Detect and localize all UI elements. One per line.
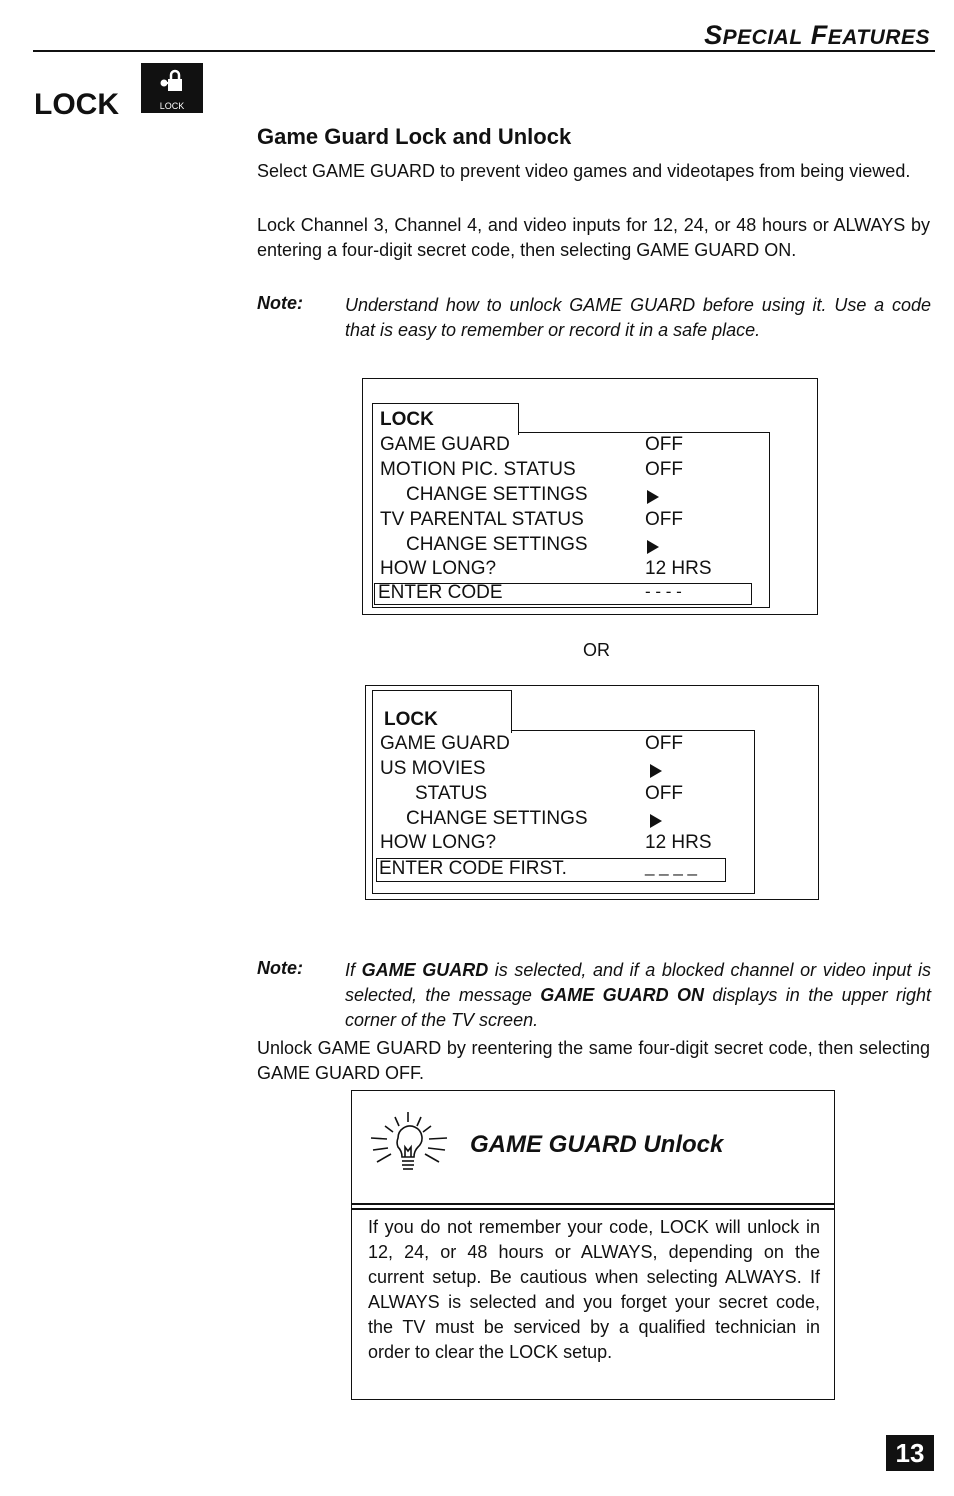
menu-2-row-status: STATUS bbox=[415, 783, 488, 804]
tip-divider-bottom bbox=[351, 1208, 835, 1210]
arrow-right-icon bbox=[647, 538, 659, 556]
intro-paragraph-1: Select GAME GUARD to prevent video games and videotapes from being viewed. bbox=[257, 161, 911, 181]
menu-1-row-how-long: HOW LONG? bbox=[380, 558, 497, 579]
menu-1-row-tv-parental-status: TV PARENTAL STATUS bbox=[380, 509, 584, 530]
menu-2-row-us-movies: US MOVIES bbox=[380, 758, 486, 779]
header-section-title bbox=[704, 20, 930, 51]
header-rule bbox=[33, 50, 935, 52]
note-2-text-part-3: displays in the upper right corner of the TV screen. bbox=[345, 985, 932, 1030]
menu-1-value-tv-parental-status: OFF bbox=[645, 509, 683, 530]
or-text: OR bbox=[583, 640, 610, 660]
tip-text: If you do not remember your code, LOCK will unlock in 12, 24, or 48 hours or ALWAYS, depending on the current setup. Be cautious when selecting ALWAYS. If ALWAYS is selected and you forget your secret code, the TV must be serviced by a qualified technician in order to clear the LOCK setup. bbox=[368, 1217, 820, 1362]
header-cap-s: S bbox=[704, 20, 723, 50]
note-2-text bbox=[345, 958, 931, 1033]
menu-2-value-status: OFF bbox=[645, 783, 683, 804]
note-text: Understand how to unlock GAME GUARD before using it. Use a code that is easy to remember or record it in a safe place. bbox=[345, 295, 931, 340]
light-bulb-icon bbox=[365, 1108, 455, 1188]
header-rest-features: EATURES bbox=[827, 26, 930, 49]
menu-1-row-game-guard: GAME GUARD bbox=[380, 434, 510, 455]
menu-2-row-how-long: HOW LONG? bbox=[380, 832, 497, 853]
menu-2-enter-code-label: ENTER CODE FIRST. bbox=[379, 858, 567, 879]
menu-1-row-motion-pic-status: MOTION PIC. STATUS bbox=[380, 459, 576, 480]
tip-divider-top bbox=[351, 1203, 835, 1205]
menu-1-enter-code-value: - - - - bbox=[645, 582, 682, 601]
page-number: 13 bbox=[886, 1435, 934, 1471]
menu-2-title: LOCK bbox=[384, 709, 438, 730]
intro-paragraph-2: Lock Channel 3, Channel 4, and video inputs for 12, 24, or 48 hours or ALWAYS by entering a four-digit secret code, then selecting GAME GUARD ON. bbox=[257, 215, 930, 260]
menu-2-row-game-guard: GAME GUARD bbox=[380, 733, 510, 754]
lock-icon bbox=[141, 63, 203, 113]
menu-2-value-how-long: 12 HRS bbox=[645, 832, 712, 853]
padlock-icon bbox=[159, 69, 185, 95]
arrow-right-icon bbox=[647, 488, 659, 506]
menu-1-value-game-guard: OFF bbox=[645, 434, 683, 455]
menu-2-row-change-settings: CHANGE SETTINGS bbox=[406, 808, 588, 829]
note-label: Note: bbox=[257, 293, 303, 313]
menu-1-value-how-long: 12 HRS bbox=[645, 558, 712, 579]
note-2-label: Note: bbox=[257, 958, 303, 978]
menu-1-title: LOCK bbox=[380, 409, 434, 430]
menu-1-value-motion-pic-status: OFF bbox=[645, 459, 683, 480]
menu-2-value-game-guard: OFF bbox=[645, 733, 683, 754]
arrow-right-icon bbox=[650, 812, 662, 830]
note-2-bold-game-guard-on: GAME GUARD ON bbox=[540, 985, 705, 1005]
subtitle: Game Guard Lock and Unlock bbox=[257, 124, 572, 149]
menu-1-enter-code-label: ENTER CODE bbox=[378, 582, 503, 603]
section-title: LOCK bbox=[34, 88, 119, 121]
note-2-text-part-2: is selected, and if a blocked channel or video input is selected, the message bbox=[345, 960, 931, 1005]
tip-title: GAME GUARD Unlock bbox=[470, 1131, 724, 1158]
menu-2-enter-code-value: _ _ _ _ bbox=[645, 857, 697, 876]
menu-1-row-change-settings-1: CHANGE SETTINGS bbox=[406, 484, 588, 505]
header-cap-f: F bbox=[810, 20, 828, 50]
note-2-text-part-1: If bbox=[345, 960, 362, 980]
note-2-bold-game-guard: GAME GUARD bbox=[361, 960, 489, 980]
header-rest-special: PECIAL bbox=[722, 26, 803, 49]
arrow-right-icon bbox=[650, 762, 662, 780]
lock-icon-label: LOCK bbox=[159, 101, 185, 111]
unlock-paragraph: Unlock GAME GUARD by reentering the same four-digit secret code, then selecting GAME GUARD OFF. bbox=[257, 1038, 930, 1083]
menu-1-row-change-settings-2: CHANGE SETTINGS bbox=[406, 534, 588, 555]
